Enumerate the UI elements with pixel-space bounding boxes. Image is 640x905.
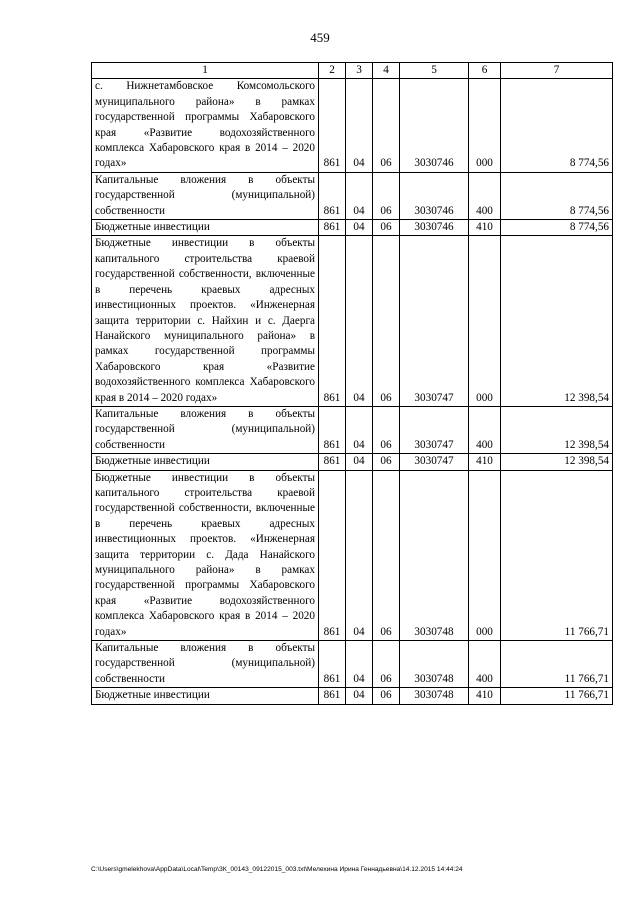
row-name-cell: Бюджетные инвестиции: [92, 688, 319, 704]
column-header: 5: [400, 63, 469, 79]
cell-code-6: 400: [469, 641, 501, 688]
cell-code-4: 06: [373, 688, 400, 704]
cell-amount: 8 774,56: [501, 172, 613, 219]
cell-code-5: 3030748: [400, 641, 469, 688]
cell-amount: 8 774,56: [501, 220, 613, 236]
row-name-cell: Бюджетные инвестиции: [92, 220, 319, 236]
column-header: 3: [346, 63, 373, 79]
file-path-footer: C:\Users\gmelekhova\AppData\Local\Temp\ЗК_00143_09122015_003.txt\Мелехина Ирина Геннадьевна\14.12.2015 14:44:24: [91, 866, 463, 873]
cell-code-3: 04: [346, 688, 373, 704]
cell-code-2: 861: [319, 79, 346, 172]
cell-amount: 12 398,54: [501, 236, 613, 406]
table-row: [92, 641, 613, 688]
cell-code-5: 3030747: [400, 454, 469, 470]
cell-code-6: 400: [469, 172, 501, 219]
cell-code-2: 861: [319, 406, 346, 453]
cell-amount: 11 766,71: [501, 470, 613, 640]
cell-code-2: 861: [319, 641, 346, 688]
cell-code-2: 861: [319, 236, 346, 406]
cell-amount: 11 766,71: [501, 641, 613, 688]
row-name-cell: Капитальные вложения в объекты государственной (муниципальной) собственности: [92, 641, 319, 688]
cell-code-6: 410: [469, 220, 501, 236]
table-row: [92, 688, 613, 704]
cell-code-5: 3030747: [400, 236, 469, 406]
cell-code-4: 06: [373, 220, 400, 236]
table-header-row: [92, 63, 613, 79]
cell-code-2: 861: [319, 220, 346, 236]
page-number: 459: [310, 30, 330, 45]
table-row: [92, 454, 613, 470]
column-header: 6: [469, 63, 501, 79]
cell-code-4: 06: [373, 79, 400, 172]
cell-code-3: 04: [346, 236, 373, 406]
cell-code-2: 861: [319, 470, 346, 640]
table-row: [92, 220, 613, 236]
cell-code-5: 3030748: [400, 688, 469, 704]
cell-code-2: 861: [319, 688, 346, 704]
cell-code-5: 3030747: [400, 406, 469, 453]
cell-code-6: 000: [469, 236, 501, 406]
row-name-cell: Бюджетные инвестиции: [92, 454, 319, 470]
cell-code-2: 861: [319, 454, 346, 470]
cell-code-4: 06: [373, 454, 400, 470]
cell-code-6: 000: [469, 79, 501, 172]
cell-code-3: 04: [346, 470, 373, 640]
table-row: [92, 172, 613, 219]
cell-code-6: 400: [469, 406, 501, 453]
table-row: [92, 470, 613, 640]
table-row: [92, 79, 613, 172]
cell-code-4: 06: [373, 470, 400, 640]
cell-code-3: 04: [346, 79, 373, 172]
cell-code-3: 04: [346, 220, 373, 236]
budget-table: [91, 62, 613, 705]
column-header: 1: [92, 63, 319, 79]
cell-code-4: 06: [373, 236, 400, 406]
row-name-cell: с. Нижнетамбовское Комсомольского муниципального района» в рамках государственной программы Хабаровского края «Развитие водохозяйственного комплекса Хабаровского края в 2014 – 2020 годах»: [92, 79, 319, 172]
cell-code-3: 04: [346, 172, 373, 219]
cell-code-3: 04: [346, 454, 373, 470]
cell-code-5: 3030746: [400, 220, 469, 236]
table-row: [92, 236, 613, 406]
column-header: 4: [373, 63, 400, 79]
cell-code-5: 3030746: [400, 79, 469, 172]
cell-code-3: 04: [346, 406, 373, 453]
row-name-cell: Капитальные вложения в объекты государственной (муниципальной) собственности: [92, 406, 319, 453]
cell-code-6: 410: [469, 688, 501, 704]
cell-amount: 12 398,54: [501, 406, 613, 453]
table-row: [92, 406, 613, 453]
cell-code-6: 000: [469, 470, 501, 640]
cell-code-4: 06: [373, 406, 400, 453]
cell-code-3: 04: [346, 641, 373, 688]
row-name-cell: Капитальные вложения в объекты государственной (муниципальной) собственности: [92, 172, 319, 219]
row-name-cell: Бюджетные инвестиции в объекты капитального строительства краевой государственной собственности, включенные в перечень краевых адресных инвестиционных проектов. «Инженерная защита территории с. Дада Нанайского муниципального района» в рамках государственной программы Хабаровского края «Развитие водохозяйственного комплекса Хабаровского края в 2014 – 2020 годах»: [92, 470, 319, 640]
column-header: 2: [319, 63, 346, 79]
column-header: 7: [501, 63, 613, 79]
cell-code-5: 3030746: [400, 172, 469, 219]
cell-code-5: 3030748: [400, 470, 469, 640]
cell-code-2: 861: [319, 172, 346, 219]
cell-amount: 8 774,56: [501, 79, 613, 172]
cell-code-6: 410: [469, 454, 501, 470]
row-name-cell: Бюджетные инвестиции в объекты капитального строительства краевой государственной собственности, включенные в перечень краевых адресных инвестиционных проектов. «Инженерная защита территории с. Найхин и с. Даерга Нанайского муниципального района» в рамках государственной программы Хабаровского края «Развитие водохозяйственного комплекса Хабаровского края в 2014 – 2020 годах»: [92, 236, 319, 406]
cell-amount: 11 766,71: [501, 688, 613, 704]
cell-code-4: 06: [373, 172, 400, 219]
cell-code-4: 06: [373, 641, 400, 688]
cell-amount: 12 398,54: [501, 454, 613, 470]
